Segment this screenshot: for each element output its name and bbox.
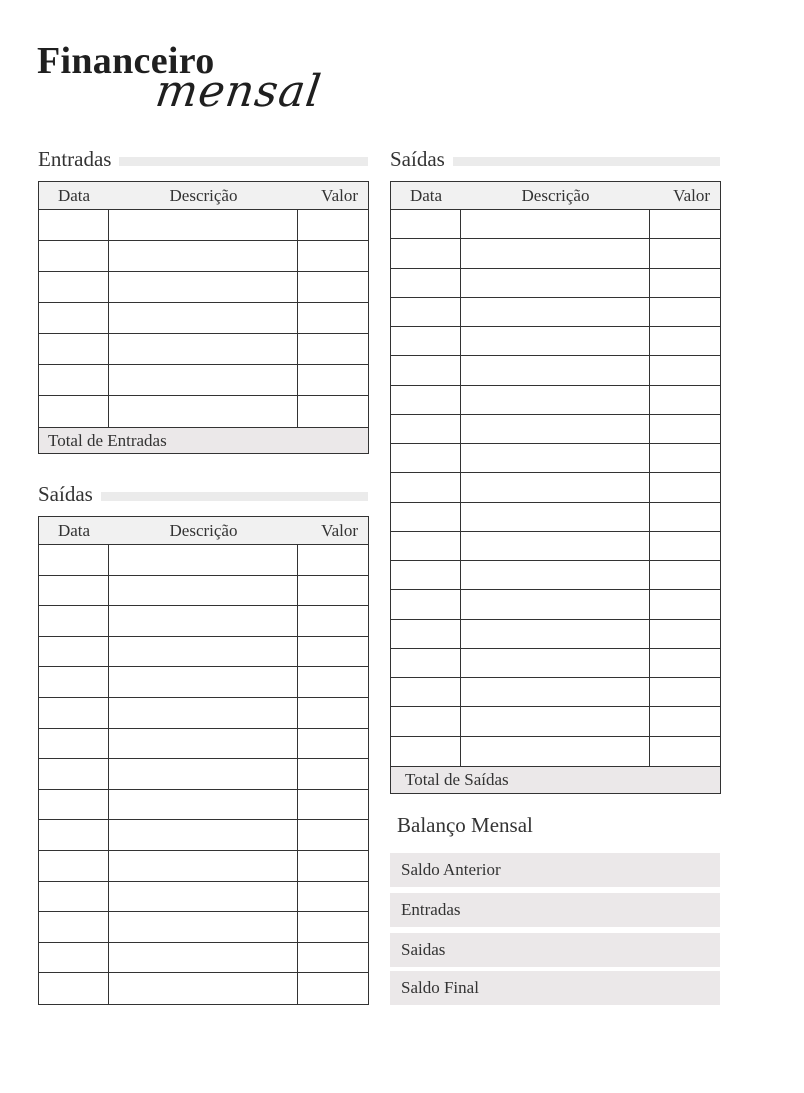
saidas-left-col-date: Data [57,520,91,540]
table-row [39,820,368,851]
description-cell[interactable] [109,303,298,333]
description-cell[interactable] [109,241,298,271]
description-cell[interactable] [109,973,298,1004]
table-row [391,590,720,619]
balanco-saidas: Saidas [390,933,720,967]
description-cell[interactable] [461,649,650,677]
description-cell[interactable] [461,620,650,648]
table-row [391,239,720,268]
table-row [39,545,368,576]
table-row [391,210,720,239]
entradas-heading-label: Entradas [38,146,112,171]
entradas-col-description: Descrição [169,185,238,205]
balanco-saldo-anterior: Saldo Anterior [390,853,720,887]
description-cell[interactable] [461,590,650,618]
value-cell[interactable] [298,637,368,667]
value-cell[interactable] [298,303,368,333]
date-cell[interactable] [391,532,461,560]
description-cell[interactable] [461,532,650,560]
balanco-entradas: Entradas [390,893,720,927]
table-row [391,561,720,590]
description-cell[interactable] [109,820,298,850]
value-cell[interactable] [298,759,368,789]
page-title: Financeiro [37,40,215,82]
table-row [391,532,720,561]
date-cell[interactable] [39,851,109,881]
description-cell[interactable] [109,912,298,942]
description-cell[interactable] [109,272,298,302]
description-cell[interactable] [461,444,650,472]
date-cell[interactable] [39,759,109,789]
value-cell[interactable] [298,820,368,850]
value-cell[interactable] [650,678,720,706]
saidas-left-rows [39,545,368,1004]
date-cell[interactable] [39,396,109,427]
value-cell[interactable] [298,943,368,973]
value-cell[interactable] [650,620,720,648]
description-cell[interactable] [461,298,650,326]
date-cell[interactable] [391,269,461,297]
value-cell[interactable] [298,606,368,636]
value-cell[interactable] [298,851,368,881]
value-cell[interactable] [298,545,368,575]
date-cell[interactable] [39,241,109,271]
saidas-left-heading-label: Saídas [38,481,93,506]
date-cell[interactable] [391,386,461,414]
value-cell[interactable] [298,667,368,697]
table-row [39,396,368,427]
description-cell[interactable] [109,729,298,759]
table-row [39,334,368,365]
description-cell[interactable] [461,269,650,297]
table-row [39,973,368,1004]
date-cell[interactable] [39,576,109,606]
date-cell[interactable] [39,882,109,912]
saidas-left-col-description: Descrição [169,520,238,540]
description-cell[interactable] [461,415,650,443]
description-cell[interactable] [461,678,650,706]
date-cell[interactable] [391,503,461,531]
table-row [391,415,720,444]
value-cell[interactable] [650,473,720,501]
value-cell[interactable] [298,210,368,240]
table-row [39,303,368,334]
saidas-right-table-header [391,182,720,210]
description-cell[interactable] [109,943,298,973]
value-cell[interactable] [650,444,720,472]
saidas-right-heading [390,146,720,172]
description-cell[interactable] [461,356,650,384]
date-cell[interactable] [39,820,109,850]
description-cell[interactable] [461,503,650,531]
date-cell[interactable] [391,239,461,267]
saidas-right-heading-rule [453,157,720,166]
saidas-right-col-value: Valor [673,185,710,205]
saidas-left-table [38,516,369,1005]
description-cell[interactable] [109,365,298,395]
description-cell[interactable] [109,210,298,240]
date-cell[interactable] [391,737,461,766]
saidas-right-col-date: Data [409,185,443,205]
value-cell[interactable] [298,241,368,271]
date-cell[interactable] [391,444,461,472]
table-row [39,882,368,913]
saidas-left-heading [38,481,368,507]
value-cell[interactable] [650,649,720,677]
value-cell[interactable] [650,327,720,355]
table-row [391,298,720,327]
value-cell[interactable] [650,707,720,735]
table-row [391,678,720,707]
value-cell[interactable] [298,973,368,1004]
table-row [391,737,720,766]
date-cell[interactable] [391,649,461,677]
table-row [391,473,720,502]
date-cell[interactable] [391,561,461,589]
table-row [39,272,368,303]
value-cell[interactable] [298,334,368,364]
description-cell[interactable] [461,210,650,238]
table-row [39,210,368,241]
date-cell[interactable] [391,620,461,648]
description-cell[interactable] [461,737,650,766]
saidas-right-rows [391,210,720,766]
date-cell[interactable] [39,912,109,942]
description-cell[interactable] [461,386,650,414]
entradas-col-date: Data [57,185,91,205]
value-cell[interactable] [650,356,720,384]
table-row [39,365,368,396]
description-cell[interactable] [109,637,298,667]
entradas-rows [39,210,368,427]
value-cell[interactable] [650,298,720,326]
value-cell[interactable] [650,210,720,238]
value-cell[interactable] [650,269,720,297]
entradas-total: Total de Entradas [39,427,368,453]
date-cell[interactable] [39,973,109,1004]
value-cell[interactable] [298,882,368,912]
saidas-right-heading-label: Saídas [390,146,445,171]
table-row [391,620,720,649]
table-row [39,851,368,882]
description-cell[interactable] [461,239,650,267]
value-cell[interactable] [650,239,720,267]
value-cell[interactable] [298,365,368,395]
date-cell[interactable] [391,590,461,618]
date-cell[interactable] [39,365,109,395]
date-cell[interactable] [391,356,461,384]
date-cell[interactable] [391,678,461,706]
date-cell[interactable] [391,707,461,735]
date-cell[interactable] [39,272,109,302]
date-cell[interactable] [391,210,461,238]
table-row [39,912,368,943]
entradas-table [38,181,369,454]
table-row [391,386,720,415]
date-cell[interactable] [391,298,461,326]
description-cell[interactable] [461,473,650,501]
date-cell[interactable] [39,667,109,697]
saidas-left-col-value: Valor [321,520,358,540]
entradas-heading-rule [119,157,368,166]
date-cell[interactable] [39,790,109,820]
balanco-heading: Balanço Mensal [397,813,533,837]
table-row [39,667,368,698]
table-row [391,444,720,473]
table-row [39,729,368,760]
table-row [391,269,720,298]
saidas-right-table [390,181,721,794]
date-cell[interactable] [39,729,109,759]
date-cell[interactable] [39,210,109,240]
description-cell[interactable] [109,851,298,881]
saidas-left-table-header [39,517,368,545]
saidas-left-heading-rule [101,492,368,501]
description-cell[interactable] [109,759,298,789]
description-cell[interactable] [461,707,650,735]
description-cell[interactable] [109,576,298,606]
entradas-table-header [39,182,368,210]
table-row [391,356,720,385]
table-row [391,503,720,532]
table-row [39,637,368,668]
value-cell[interactable] [650,737,720,766]
entradas-col-value: Valor [321,185,358,205]
table-row [391,649,720,678]
value-cell[interactable] [298,272,368,302]
value-cell[interactable] [650,386,720,414]
date-cell[interactable] [39,698,109,728]
saidas-right-col-description: Descrição [521,185,590,205]
description-cell[interactable] [109,606,298,636]
date-cell[interactable] [39,334,109,364]
table-row [39,576,368,607]
table-row [391,707,720,736]
value-cell[interactable] [650,590,720,618]
value-cell[interactable] [298,576,368,606]
description-cell[interactable] [109,667,298,697]
date-cell[interactable] [39,637,109,667]
description-cell[interactable] [109,545,298,575]
table-row [391,327,720,356]
value-cell[interactable] [650,561,720,589]
date-cell[interactable] [391,415,461,443]
value-cell[interactable] [650,415,720,443]
balanco-saldo-final: Saldo Final [390,971,720,1005]
date-cell[interactable] [39,545,109,575]
entradas-heading [38,146,368,172]
value-cell[interactable] [650,532,720,560]
table-row [39,241,368,272]
date-cell[interactable] [391,473,461,501]
description-cell[interactable] [109,396,298,427]
table-row [39,790,368,821]
value-cell[interactable] [298,698,368,728]
value-cell[interactable] [298,729,368,759]
value-cell[interactable] [298,396,368,427]
description-cell[interactable] [109,334,298,364]
table-row [39,759,368,790]
description-cell[interactable] [109,790,298,820]
page-subtitle-script: mensal [152,66,325,117]
table-row [39,698,368,729]
date-cell[interactable] [39,943,109,973]
value-cell[interactable] [650,503,720,531]
value-cell[interactable] [298,912,368,942]
date-cell[interactable] [39,303,109,333]
description-cell[interactable] [461,327,650,355]
value-cell[interactable] [298,790,368,820]
table-row [39,943,368,974]
description-cell[interactable] [109,698,298,728]
table-row [39,606,368,637]
date-cell[interactable] [39,606,109,636]
saidas-right-total: Total de Saídas [391,766,720,793]
description-cell[interactable] [109,882,298,912]
description-cell[interactable] [461,561,650,589]
date-cell[interactable] [391,327,461,355]
